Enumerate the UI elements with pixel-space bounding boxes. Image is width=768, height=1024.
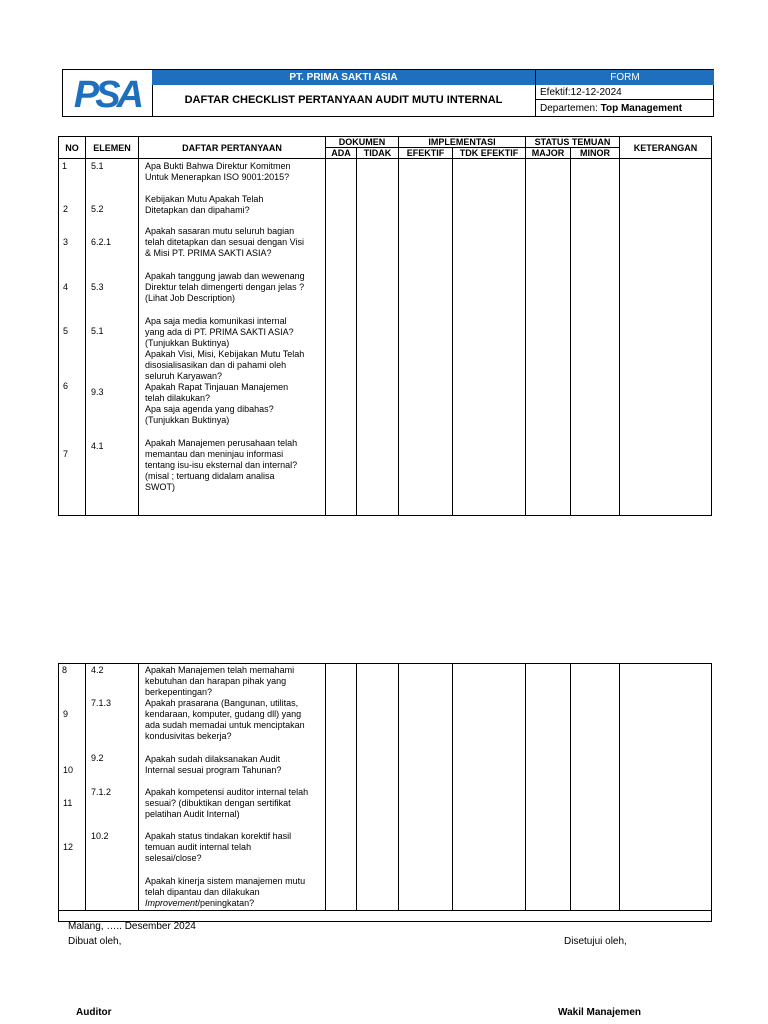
empty-row-cell (59, 911, 712, 922)
row-elemen: 7.1.3 (91, 698, 112, 708)
col-efektif: EFEKTIF (399, 148, 453, 159)
question-line: kendaraan, komputer, gudang dll) yang (145, 709, 302, 719)
efektif-cell (399, 664, 453, 911)
row-elemen: 5.2 (91, 204, 104, 214)
tidak-cell (357, 664, 399, 911)
col-dokumen: DOKUMEN (326, 137, 399, 148)
major-cell (526, 664, 571, 911)
question-cell (139, 159, 326, 516)
table-row (59, 159, 712, 516)
question-line: Apakah Rapat Tinjauan Manajemen (145, 382, 289, 392)
keterangan-cell (620, 159, 712, 516)
question-line: ada sudah memadai untuk menciptakan (145, 720, 305, 730)
row-no: 8 (62, 665, 68, 675)
made-by-label: Dibuat oleh, (68, 936, 122, 947)
question-line: (Lihat Job Description) (145, 293, 236, 303)
elemen-cell (86, 664, 139, 911)
department-label: Departemen: (540, 103, 601, 114)
question-line: & Misi PT. PRIMA SAKTI ASIA? (145, 248, 272, 258)
question-line: sesuai? (dibuktikan dengan sertifikat (145, 798, 291, 808)
question (145, 382, 288, 426)
row-elemen: 9.3 (91, 387, 104, 397)
row-no: 10 (63, 765, 74, 775)
effective-date: Efektif:12-12-2024 (536, 85, 713, 100)
question-line: Apakah kompetensi auditor internal telah (145, 787, 309, 797)
question (145, 161, 291, 183)
question (145, 316, 304, 382)
row-no: 2 (63, 204, 69, 214)
col-daftar-pertanyaan: DAFTAR PERTANYAAN (139, 137, 326, 159)
question-line: berkepentingan? (145, 687, 213, 697)
row-elemen: 5.1 (91, 161, 104, 171)
ada-cell (326, 664, 357, 911)
row-elemen: 5.1 (91, 326, 104, 336)
table-row-empty (59, 911, 712, 922)
question (145, 271, 305, 304)
company-name: PT. PRIMA SAKTI ASIA (152, 70, 535, 85)
row-elemen: 9.2 (91, 753, 104, 763)
col-ada: ADA (326, 148, 357, 159)
form-label: FORM (535, 70, 714, 85)
col-tidak: TIDAK (357, 148, 399, 159)
question-line: disosialisasikan dan di pahami oleh (145, 360, 287, 370)
improvement-suffix: /peningkatan? (197, 898, 255, 908)
wakil-manajemen-signature: Wakil Manajemen (558, 1007, 641, 1018)
svg-text:PSA: PSA (73, 74, 141, 116)
psa-logo-icon (63, 70, 152, 116)
improvement-italic: Improvement (145, 898, 198, 908)
row-no: 7 (63, 449, 69, 459)
question-line: Apakah sudah dilaksanakan Audit (145, 754, 281, 764)
row-no: 6 (63, 381, 69, 391)
row-elemen: 6.2.1 (91, 237, 112, 247)
question (145, 831, 291, 864)
question-line: selesai/close? (145, 853, 202, 863)
question-line: Apa Bukti Bahwa Direktur Komitmen (145, 161, 291, 171)
question-line: seluruh Karyawan? (145, 371, 223, 381)
minor-cell (571, 664, 620, 911)
question-line: Apakah Manajemen telah memahami (145, 665, 295, 675)
col-status-temuan: STATUS TEMUAN (526, 137, 620, 148)
tdk-efektif-cell (453, 664, 526, 911)
question-cell (139, 664, 326, 911)
auditor-signature: Auditor (76, 1007, 112, 1018)
question (145, 226, 304, 259)
row-no: 3 (63, 237, 69, 247)
efektif-cell (399, 159, 453, 516)
no-cell (59, 159, 86, 516)
company-logo (63, 70, 153, 116)
col-no: NO (59, 137, 86, 159)
col-elemen: ELEMEN (86, 137, 139, 159)
row-elemen: 4.2 (91, 665, 104, 675)
question-line: Ditetapkan dan dipahami? (145, 205, 250, 215)
question-line: memantau dan meninjau informasi (145, 449, 284, 459)
question (145, 754, 281, 776)
question (145, 876, 305, 909)
question-line: Apakah status tindakan korektif hasil (145, 831, 292, 841)
question (145, 698, 305, 742)
question-line: (Tunjukkan Buktinya) (145, 415, 230, 425)
question-line: SWOT) (145, 482, 175, 492)
ada-cell (326, 159, 357, 516)
row-no: 12 (63, 842, 74, 852)
question-line: Apakah Visi, Misi, Kebijakan Mutu Telah (145, 349, 305, 359)
row-elemen: 4.1 (91, 441, 104, 451)
question-line: tentang isu-isu eksternal dan internal? (145, 460, 298, 470)
row-elemen: 7.1.2 (91, 787, 112, 797)
row-no: 1 (62, 161, 68, 171)
col-minor: MINOR (571, 148, 620, 159)
row-elemen: 5.3 (91, 282, 104, 292)
question-line: telah dilakukan? (145, 393, 211, 403)
question-line: (Tunjukkan Buktinya) (145, 338, 230, 348)
place-date: Malang, ….. Desember 2024 (68, 921, 196, 932)
col-keterangan: KETERANGAN (620, 137, 712, 159)
question-line: Apakah sasaran mutu seluruh bagian (145, 226, 295, 236)
approved-by-label: Disetujui oleh, (564, 936, 627, 947)
document-title: DAFTAR CHECKLIST PERTANYAAN AUDIT MUTU INTERNAL (152, 85, 536, 116)
question-line: Apakah tanggung jawab dan wewenang (145, 271, 305, 281)
question (145, 665, 294, 698)
question-line: telah dipantau dan dilakukan (145, 887, 260, 897)
col-tdk-efektif: TDK EFEKTIF (453, 148, 526, 159)
question-line: Kebijakan Mutu Apakah Telah (145, 194, 264, 204)
department-value: Top Management (600, 103, 683, 114)
minor-cell (571, 159, 620, 516)
question-line (145, 898, 305, 909)
elemen-cell (86, 159, 139, 516)
question-line: Apa saja agenda yang dibahas? (145, 404, 274, 414)
col-implementasi: IMPLEMENTASI (399, 137, 526, 148)
major-cell (526, 159, 571, 516)
document-header (62, 69, 714, 117)
question-line: Apakah Manajemen perusahaan telah (145, 438, 298, 448)
question-line: pelatihan Audit Internal) (145, 809, 240, 819)
no-cell (59, 664, 86, 911)
keterangan-cell (620, 664, 712, 911)
question-line: Apa saja media komunikasi internal (145, 316, 287, 326)
row-no: 9 (63, 709, 69, 719)
row-elemen: 10.2 (91, 831, 109, 841)
checklist-table-2 (58, 663, 712, 922)
question-line: temuan audit internal telah (145, 842, 252, 852)
question (145, 194, 263, 216)
question-line: kondusivitas bekerja? (145, 731, 232, 741)
row-no: 5 (63, 326, 69, 336)
question-line: (misal ; tertuang didalam analisa (145, 471, 275, 481)
checklist-table-1 (58, 136, 712, 516)
question-line: telah ditetapkan dan sesuai dengan Visi (145, 237, 304, 247)
question-line: Untuk Menerapkan ISO 9001:2015? (145, 172, 290, 182)
question-line: yang ada di PT. PRIMA SAKTI ASIA? (145, 327, 294, 337)
question (145, 438, 297, 493)
question-line: Apakah kinerja sistem manajemen mutu (145, 876, 306, 886)
question (145, 787, 308, 820)
question-line: Direktur telah dimengerti dengan jelas ? (145, 282, 305, 292)
question-line: kebutuhan dan harapan pihak yang (145, 676, 287, 686)
row-no: 11 (63, 798, 73, 808)
row-no: 4 (63, 282, 69, 292)
col-major: MAJOR (526, 148, 571, 159)
table-row (59, 664, 712, 911)
tdk-efektif-cell (453, 159, 526, 516)
question-line: Apakah prasarana (Bangunan, utilitas, (145, 698, 299, 708)
question-line: Internal sesuai program Tahunan? (145, 765, 282, 775)
tidak-cell (357, 159, 399, 516)
department (536, 101, 713, 116)
